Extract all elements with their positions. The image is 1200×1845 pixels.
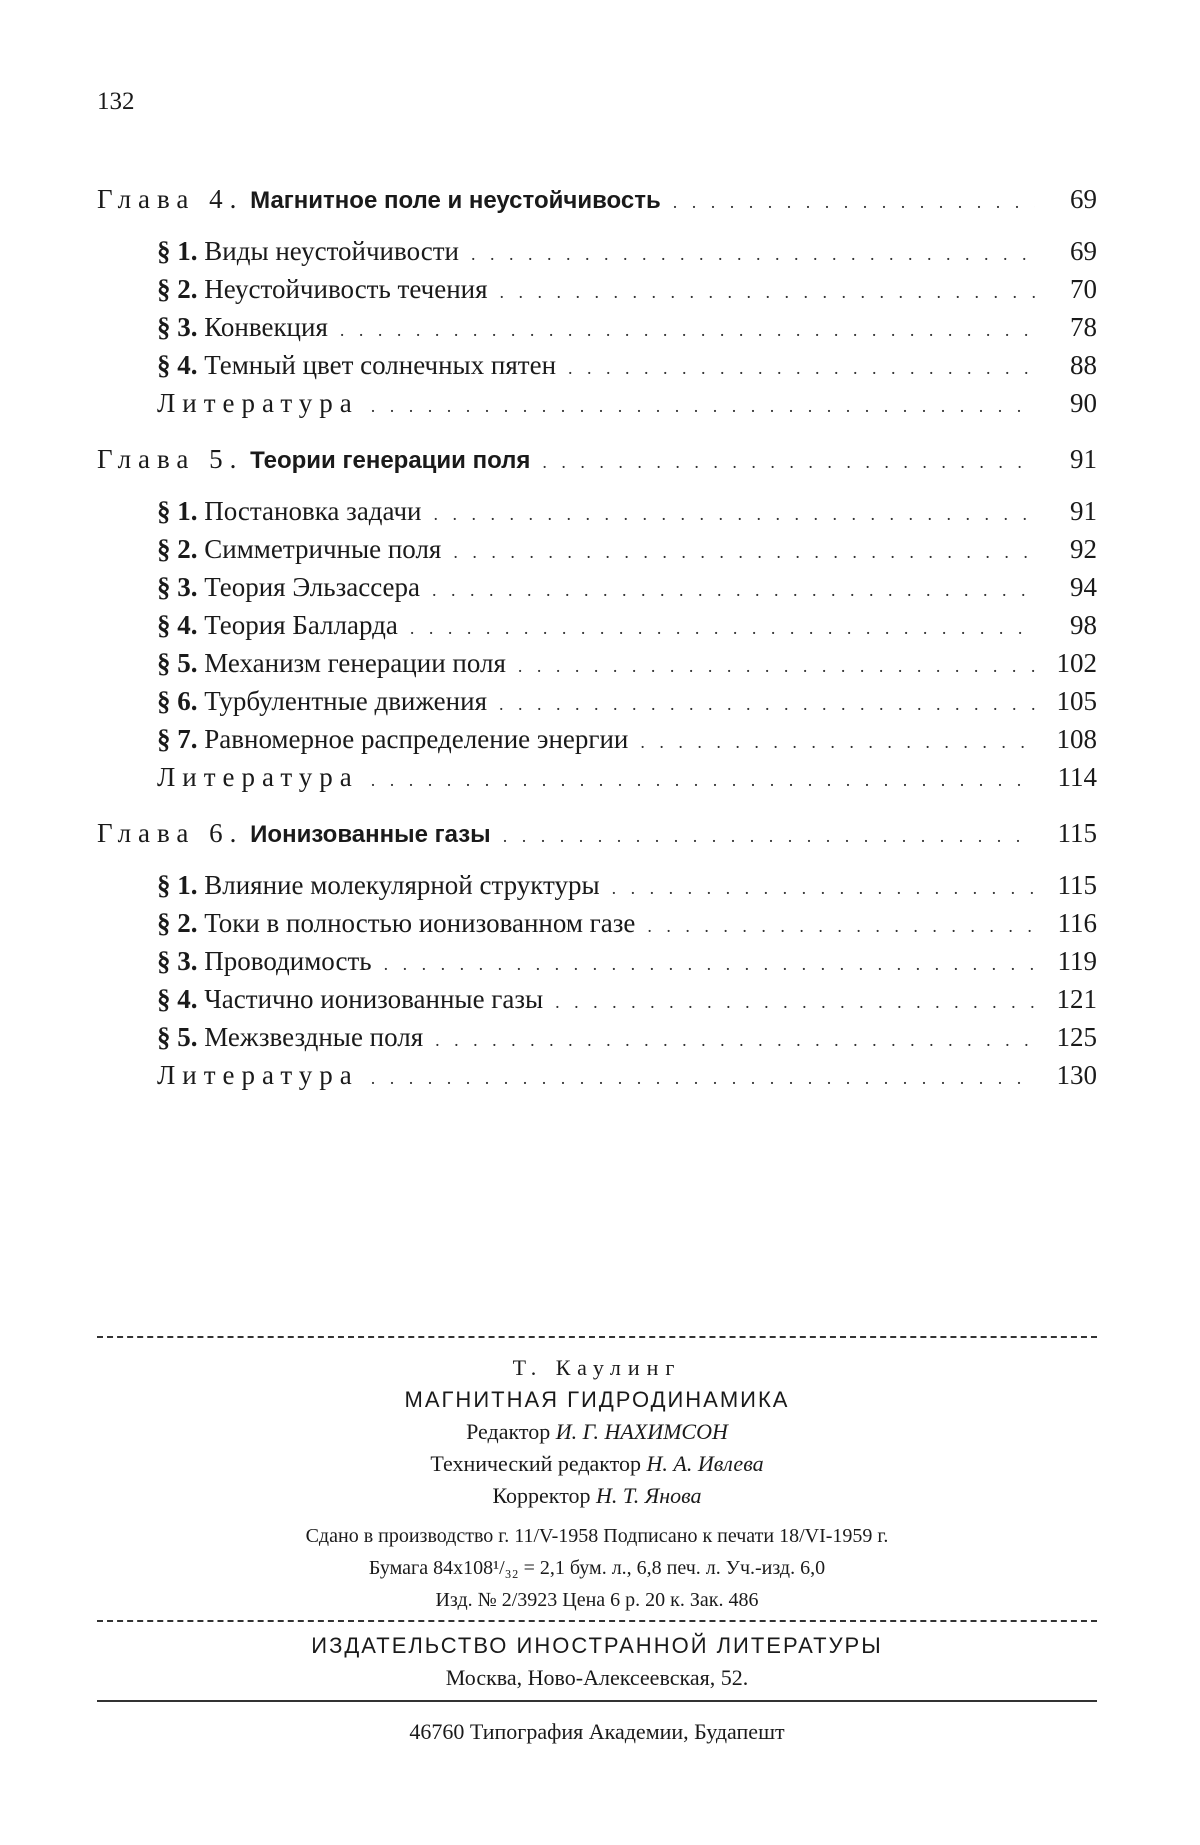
- dot-leader: [371, 1059, 1035, 1097]
- page-ref: 91: [1070, 496, 1097, 526]
- dot-leader: [500, 273, 1035, 311]
- section-title: Влияние молекулярной структуры: [204, 870, 600, 900]
- page-ref: 125: [1056, 1022, 1097, 1052]
- dot-leader: [647, 907, 1035, 945]
- tech-editor-name: Н. А. Ивлева: [646, 1451, 764, 1476]
- divider: [97, 1336, 1097, 1338]
- chapter-title: Магнитное поле и неустойчивость: [250, 187, 661, 214]
- section-title: Теория Эльзассера: [204, 572, 420, 602]
- print-details-3: Изд. № 2/3923 Цена 6 р. 20 к. Зак. 486: [435, 1589, 759, 1611]
- printer-block: [97, 1716, 1097, 1748]
- dot-leader: [555, 983, 1035, 1021]
- section-mark: § 3.: [157, 312, 198, 342]
- section-title: Темный цвет солнечных пятен: [204, 350, 557, 380]
- section-title: Турбулентные движения: [204, 686, 487, 716]
- print-details-2: Бумага 84x108¹/₃₂ = 2,1 бум. л., 6,8 печ. л. Уч.-изд. 6,0: [368, 1557, 826, 1579]
- dot-leader: [471, 235, 1035, 273]
- toc-section[interactable]: [97, 720, 1097, 758]
- tech-editor-line: [97, 1448, 1097, 1480]
- toc-literature[interactable]: [97, 758, 1097, 796]
- page-ref: 69: [1070, 236, 1097, 266]
- dot-leader: [410, 609, 1035, 647]
- page-ref: 115: [1057, 870, 1097, 900]
- chapter-prefix: Глава 4.: [97, 184, 244, 214]
- dot-leader: [340, 311, 1035, 349]
- corrector-line: [97, 1480, 1097, 1512]
- dot-leader: [384, 945, 1035, 983]
- page-ref: 69: [1070, 184, 1097, 214]
- section-mark: § 2.: [157, 534, 198, 564]
- section-mark: § 1.: [157, 870, 198, 900]
- toc-section[interactable]: [97, 346, 1097, 384]
- dot-leader: [542, 443, 1035, 481]
- section-title: Равномерное распределение энергии: [204, 724, 629, 754]
- page-ref: 108: [1056, 724, 1097, 754]
- literature-label: Литература: [157, 1060, 359, 1090]
- page-ref: 130: [1056, 1060, 1097, 1090]
- corrector-label: Корректор: [492, 1483, 591, 1508]
- literature-label: Литература: [157, 388, 359, 418]
- chapter-prefix: Глава 5.: [97, 444, 244, 474]
- dot-leader: [503, 817, 1035, 855]
- editor-line: [97, 1416, 1097, 1448]
- page-ref: 114: [1057, 762, 1097, 792]
- toc-section[interactable]: [97, 866, 1097, 904]
- dot-leader: [371, 387, 1035, 425]
- literature-label: Литература: [157, 762, 359, 792]
- dot-leader: [435, 1021, 1035, 1059]
- page-ref: 88: [1070, 350, 1097, 380]
- toc-section[interactable]: [97, 904, 1097, 942]
- dot-leader: [640, 723, 1035, 761]
- toc-section[interactable]: [97, 568, 1097, 606]
- section-title: Теория Балларда: [204, 610, 398, 640]
- page-ref: 119: [1057, 946, 1097, 976]
- publisher-block: [97, 1630, 1097, 1694]
- toc-section[interactable]: [97, 980, 1097, 1018]
- section-mark: § 5.: [157, 648, 198, 678]
- toc-section[interactable]: [97, 530, 1097, 568]
- section-mark: § 4.: [157, 610, 198, 640]
- section-mark: § 4.: [157, 984, 198, 1014]
- section-mark: § 6.: [157, 686, 198, 716]
- section-mark: § 4.: [157, 350, 198, 380]
- page-number: 132: [97, 88, 135, 115]
- toc-section[interactable]: [97, 492, 1097, 530]
- section-title: Межзвездные поля: [204, 1022, 424, 1052]
- book-title: МАГНИТНАЯ ГИДРОДИНАМИКА: [404, 1387, 790, 1412]
- colophon: [97, 1352, 1097, 1616]
- toc-section[interactable]: [97, 644, 1097, 682]
- toc-section[interactable]: [97, 1018, 1097, 1056]
- page-ref: 78: [1070, 312, 1097, 342]
- toc-literature[interactable]: [97, 1056, 1097, 1094]
- section-mark: § 5.: [157, 1022, 198, 1052]
- dot-leader: [499, 685, 1035, 723]
- chapter-prefix: Глава 6.: [97, 818, 244, 848]
- toc-section[interactable]: [97, 270, 1097, 308]
- page-ref: 90: [1070, 388, 1097, 418]
- dot-leader: [432, 571, 1035, 609]
- print-details-1: Сдано в производство г. 11/V-1958 Подписано к печати 18/VI-1959 г.: [305, 1525, 889, 1547]
- section-title: Симметричные поля: [204, 534, 442, 564]
- toc-chapter-5[interactable]: [97, 440, 1097, 478]
- page-ref: 94: [1070, 572, 1097, 602]
- toc-section[interactable]: [97, 942, 1097, 980]
- toc-section[interactable]: [97, 308, 1097, 346]
- section-mark: § 1.: [157, 496, 198, 526]
- page-ref: 115: [1057, 818, 1097, 848]
- page-ref: 70: [1070, 274, 1097, 304]
- dot-leader: [453, 533, 1035, 571]
- section-title: Проводимость: [204, 946, 372, 976]
- toc-chapter-6[interactable]: [97, 814, 1097, 852]
- page-ref: 105: [1056, 686, 1097, 716]
- chapter-title: Ионизованные газы: [250, 821, 491, 848]
- printer-line: 46760 Типография Академии, Будапешт: [409, 1719, 785, 1744]
- section-mark: § 1.: [157, 236, 198, 266]
- dot-leader: [568, 349, 1035, 387]
- page-ref: 92: [1070, 534, 1097, 564]
- section-mark: § 3.: [157, 572, 198, 602]
- chapter-title: Теории генерации поля: [250, 447, 531, 474]
- corrector-name: Н. Т. Янова: [596, 1483, 702, 1508]
- section-title: Частично ионизованные газы: [204, 984, 544, 1014]
- author: Т. Каулинг: [512, 1355, 682, 1380]
- table-of-contents: [97, 180, 1097, 1094]
- page-ref: 91: [1070, 444, 1097, 474]
- editor-label: Редактор: [466, 1419, 551, 1444]
- section-title: Токи в полностью ионизованном газе: [204, 908, 636, 938]
- page-ref: 102: [1056, 648, 1097, 678]
- dot-leader: [371, 761, 1035, 799]
- section-mark: § 2.: [157, 908, 198, 938]
- page-ref: 121: [1056, 984, 1097, 1014]
- editor-name: И. Г. НАХИМСОН: [555, 1419, 728, 1444]
- section-title: Конвекция: [204, 312, 328, 342]
- section-title: Виды неустойчивости: [204, 236, 459, 266]
- dot-leader: [433, 495, 1035, 533]
- divider: [97, 1620, 1097, 1622]
- section-mark: § 2.: [157, 274, 198, 304]
- toc-chapter-4[interactable]: [97, 180, 1097, 218]
- publisher-name: ИЗДАТЕЛЬСТВО ИНОСТРАННОЙ ЛИТЕРАТУРЫ: [311, 1633, 883, 1658]
- publisher-address: Москва, Ново-Алексеевская, 52.: [445, 1665, 749, 1690]
- section-mark: § 7.: [157, 724, 198, 754]
- section-title: Механизм генерации поля: [204, 648, 506, 678]
- toc-section[interactable]: [97, 606, 1097, 644]
- page-ref: 98: [1070, 610, 1097, 640]
- page-ref: 116: [1057, 908, 1097, 938]
- toc-section[interactable]: [97, 232, 1097, 270]
- divider: [97, 1700, 1097, 1702]
- dot-leader: [612, 869, 1035, 907]
- tech-editor-label: Технический редактор: [430, 1451, 642, 1476]
- toc-section[interactable]: [97, 682, 1097, 720]
- dot-leader: [673, 183, 1035, 221]
- section-title: Неустойчивость течения: [204, 274, 488, 304]
- toc-literature[interactable]: [97, 384, 1097, 422]
- dot-leader: [518, 647, 1035, 685]
- section-mark: § 3.: [157, 946, 198, 976]
- section-title: Постановка задачи: [204, 496, 422, 526]
